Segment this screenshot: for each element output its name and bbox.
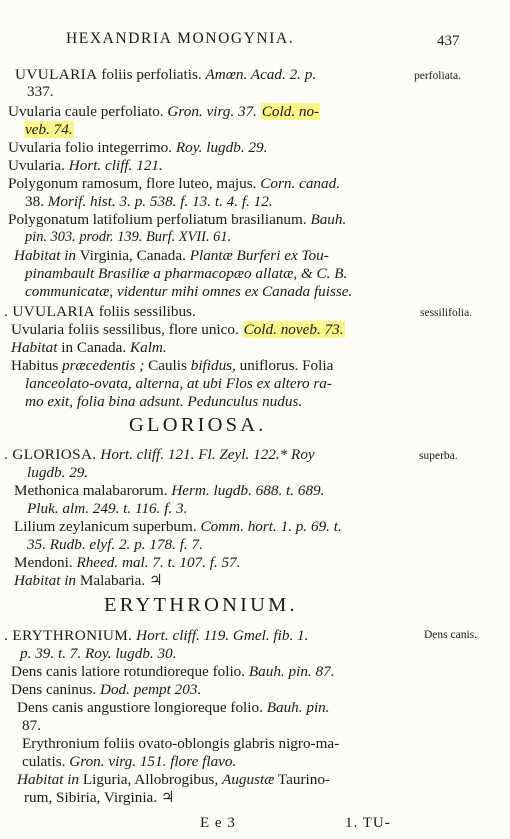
entry-line: communicatæ, videntur mihi omnes ex Canada fuisse. <box>25 283 353 300</box>
entry-line: Dens canis angustiore longioreque folio. Bauh. pin. <box>17 699 330 716</box>
entry-line: Methonica malabarorum. Herm. lugdb. 688. t. 689. <box>14 482 325 499</box>
entry-line: Dens caninus. Dod. pempt 203. <box>11 681 202 698</box>
entry-line: lanceolato-ovata, alterna, at ubi Flos ex altero ra- <box>25 375 332 392</box>
entry-line: mo exit, folia bina adsunt. Pedunculus nudus. <box>25 393 303 410</box>
entry-line: culatis. Gron. virg. 151. flore flavo. <box>22 753 237 770</box>
entry-line: 337. <box>27 83 54 100</box>
entry-line: 38. Morif. hist. 3. p. 538. f. 13. t. 4. f. 12. <box>25 193 273 210</box>
entry-line: lugdb. 29. <box>27 464 89 481</box>
entry-line: Habitat in Virginia, Canada. Plantæ Burferi ex Tou- <box>14 247 329 264</box>
entry-line: rum, Sibiria, Virginia. ♃ <box>24 789 175 806</box>
highlighted-citation: Cold. no- <box>261 103 320 120</box>
entry-line: Habitat in Canada. Kalm. <box>11 339 167 356</box>
running-title: HEXANDRIA MONOGYNIA. <box>66 30 295 47</box>
entry-line: . GLORIOSA. Hort. cliff. 121. Fl. Zeyl. 122.* Roy <box>4 446 315 463</box>
entry-line: Dens canis latiore rotundioreque folio. Bauh. pin. 87. <box>11 663 335 680</box>
entry-line: 35. Rudb. elyf. 2. p. 178. f. 7. <box>27 536 203 553</box>
margin-note-superba: superba. <box>419 450 458 462</box>
entry-line: Habitat in Liguria, Allobrogibus, Augustæ Taurino- <box>17 771 330 788</box>
margin-note-sessilifolia: sessilifolia. <box>420 307 473 319</box>
entry-line: 87. <box>22 717 41 734</box>
entry-line: Uvularia. Hort. cliff. 121. <box>8 157 163 174</box>
entry-line <box>24 121 74 138</box>
entry-line: Mendoni. Rheed. mal. 7. t. 107. f. 57. <box>14 554 241 571</box>
entry-line: pinambault Brasiliæ a pharmacopæo allatæ, & C. B. <box>25 265 348 282</box>
entry-line: Uvularia caule perfoliato. Gron. virg. 37. Cold. no- <box>8 103 320 120</box>
highlighted-citation: veb. 74. <box>25 121 73 138</box>
entry-line: pin. 303. prodr. 139. Burf. XVII. 61. <box>25 229 232 245</box>
entry-line: p. 39. t. 7. Roy. lugdb. 30. <box>20 645 177 662</box>
signature-mark: E e 3 <box>200 815 236 831</box>
entry-line: Pluk. alm. 249. t. 116. f. 3. <box>27 500 188 517</box>
entry-line: Uvularia folio integerrimo. Roy. lugdb. 29. <box>8 139 268 156</box>
entry-line: . UVULARIA foliis sessilibus. <box>4 303 196 320</box>
entry-line: Lilium zeylanicum superbum. Comm. hort. 1. p. 69. t. <box>14 518 342 535</box>
entry-line: . ERYTHRONIUM. Hort. cliff. 119. Gmel. fib. 1. <box>4 627 309 644</box>
entry-line: Polygonum ramosum, flore luteo, majus. Corn. canad. <box>8 175 340 192</box>
genus-heading-gloriosa: GLORIOSA. <box>129 414 267 436</box>
entry-line: UVULARIA foliis perfoliatis. Amœn. Acad. 2. p. <box>15 66 317 83</box>
highlighted-citation: Cold. noveb. 73. <box>243 321 344 338</box>
entry-line: Habitus præcedentis ; Caulis bifidus, uniflorus. Folia <box>11 357 334 374</box>
entry-line: Habitat in Malabaria. ♃ <box>14 572 163 589</box>
entry-line: Erythronium foliis ovato-oblongis glabris nigro-ma- <box>22 735 340 752</box>
entry-line: Polygonatum latifolium perfoliatum brasilianum. Bauh. <box>8 211 347 228</box>
margin-note-dens-canis: Dens canis. <box>424 629 478 641</box>
entry-line: Uvularia foliis sessilibus, flore unico. Cold. noveb. 73. <box>11 321 344 338</box>
genus-heading-erythronium: ERYTHRONIUM. <box>104 594 298 616</box>
catchword: 1. TU- <box>345 815 391 831</box>
margin-note-perfoliata: perfoliata. <box>414 70 461 82</box>
page-number: 437 <box>437 33 460 49</box>
